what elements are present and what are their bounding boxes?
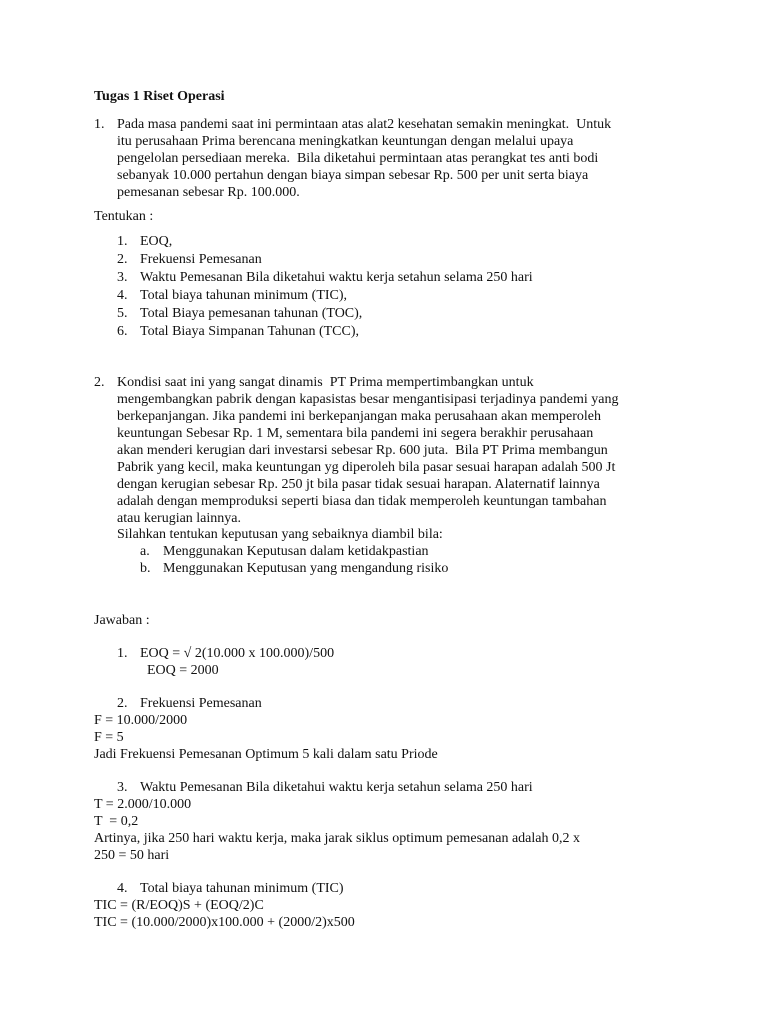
answer-1-result: EOQ = 2000 — [147, 663, 219, 678]
answer-3-line: Artinya, jika 250 hari waktu kerja, maka jarak siklus optimum pemesanan adalah 0,2 x — [94, 831, 580, 846]
question-1-number: 1. — [94, 117, 105, 132]
question-2-line: atau kerugian lainnya. — [117, 511, 242, 526]
answer-2-line: F = 10.000/2000 — [94, 713, 188, 728]
list-item: Waktu Pemesanan Bila diketahui waktu kerja setahun selama 250 hari — [140, 270, 533, 285]
jawaban-label: Jawaban : — [94, 613, 150, 628]
answer-4-heading: Total biaya tahunan minimum (TIC) — [140, 881, 344, 896]
answer-3-number: 3. — [117, 780, 128, 795]
question-2-line: mengembangkan pabrik dengan kapasistas besar mengantisipasi terjadinya pandemi yang — [117, 392, 619, 407]
sub-item: Menggunakan Keputusan yang mengandung risiko — [163, 561, 449, 576]
answer-2-heading: Frekuensi Pemesanan — [140, 696, 262, 711]
answer-3-line: 250 = 50 hari — [94, 848, 170, 863]
answer-1-number: 1. — [117, 646, 128, 661]
answer-2-number: 2. — [117, 696, 128, 711]
question-1-line: itu perusahaan Prima berencana meningkatkan keuntungan dengan melalui upaya — [117, 134, 574, 149]
answer-4-number: 4. — [117, 881, 128, 896]
question-2-line: akan menderi kerugian dari investarsi sebesar Rp. 600 juta. Bila PT Prima membangun — [117, 443, 608, 458]
answer-1-formula: EOQ = √ 2(10.000 x 100.000)/500 — [140, 646, 335, 661]
question-2-line: dengan kerugian sebesar Rp. 250 jt bila pasar tidak sesuai harapan. Alaternatif lainnya — [117, 477, 600, 492]
document-title: Tugas 1 Riset Operasi — [94, 89, 225, 104]
list-item: Total Biaya Simpanan Tahunan (TCC), — [140, 324, 360, 339]
answer-3-line: T = 0,2 — [94, 814, 139, 829]
list-item-number: 5. — [117, 306, 128, 321]
list-item-number: 6. — [117, 324, 128, 339]
list-item-number: 4. — [117, 288, 128, 303]
sub-item: Menggunakan Keputusan dalam ketidakpastian — [163, 544, 429, 559]
answer-2-line: F = 5 — [94, 730, 124, 745]
question-2-line: berkepanjangan. Jika pandemi ini berkepanjangan maka perusahaan akan memperoleh — [117, 409, 601, 424]
list-item-number: 2. — [117, 252, 128, 267]
question-1-line: sebanyak 10.000 pertahun dengan biaya simpan sebesar Rp. 500 per unit serta biaya — [117, 168, 589, 183]
question-2-line: Silahkan tentukan keputusan yang sebaiknya diambil bila: — [117, 527, 443, 542]
sub-item-letter: b. — [140, 561, 151, 576]
question-1-line: pengelolan persediaan mereka. Bila diketahui permintaan atas perangkat tes anti bodi — [117, 151, 599, 166]
sub-item-letter: a. — [140, 544, 150, 559]
tentukan-label: Tentukan : — [94, 209, 154, 224]
question-2-line: Kondisi saat ini yang sangat dinamis PT Prima mempertimbangkan untuk — [117, 375, 534, 390]
list-item: Frekuensi Pemesanan — [140, 252, 262, 267]
answer-3-heading: Waktu Pemesanan Bila diketahui waktu kerja setahun selama 250 hari — [140, 780, 533, 795]
question-2-line: keuntungan Sebesar Rp. 1 M, sementara bila pandemi ini segera berakhir perusahaan — [117, 426, 594, 441]
question-2-line: Pabrik yang kecil, maka keuntungan yg diperoleh bila pasar sesuai harapan adalah 500 Jt — [117, 460, 616, 475]
question-2-line: adalah dengan memproduksi seperti biasa dan tidak memperoleh keuntungan tambahan — [117, 494, 607, 509]
list-item: Total biaya tahunan minimum (TIC), — [140, 288, 348, 303]
question-2-number: 2. — [94, 375, 105, 390]
question-1-line: Pada masa pandemi saat ini permintaan atas alat2 kesehatan semakin meningkat. Untuk — [117, 117, 612, 132]
answer-4-line: TIC = (R/EOQ)S + (EOQ/2)C — [94, 898, 264, 913]
answer-4-line: TIC = (10.000/2000)x100.000 + (2000/2)x500 — [94, 915, 355, 930]
answer-3-line: T = 2.000/10.000 — [94, 797, 192, 812]
list-item: EOQ, — [140, 234, 173, 249]
list-item-number: 3. — [117, 270, 128, 285]
question-1-line: pemesanan sebesar Rp. 100.000. — [117, 185, 300, 200]
list-item-number: 1. — [117, 234, 128, 249]
answer-2-line: Jadi Frekuensi Pemesanan Optimum 5 kali dalam satu Priode — [94, 747, 438, 762]
list-item: Total Biaya pemesanan tahunan (TOC), — [140, 306, 363, 321]
